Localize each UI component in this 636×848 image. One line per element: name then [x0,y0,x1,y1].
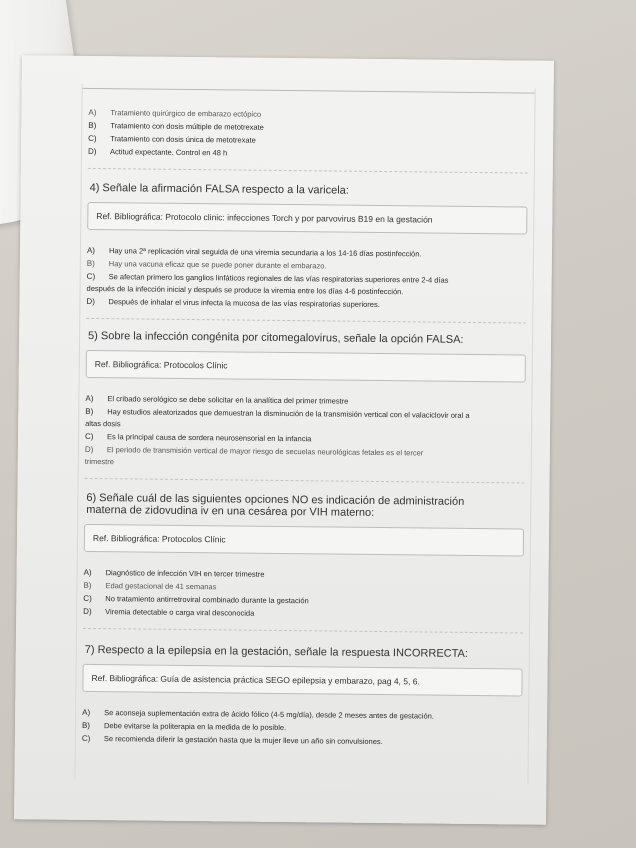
separator [83,628,523,634]
question-7 [82,644,523,750]
q4-reference: Ref. Bibliográfica: Protocolo clinic: infecciones Torch y por parvovirus B19 en la gestación [87,202,527,235]
q3-option-c: C) Tratamiento con dosis única de metotrexate [88,133,256,145]
q5-option-c: C) Es la principal causa de sordera neurosensorial en la infancia [84,431,312,444]
question-4 [86,182,528,336]
question-6 [83,492,525,646]
q4-option-d: D) Después de inhalar el virus infecta la mucosa de las vías respiratorias superiores. [86,296,380,309]
q3-option-d: D) Actitud expectante. Control en 48 h [87,146,228,158]
q3-option-a: A) Tratamiento quirúrgico de embarazo ectópico [88,107,262,119]
q6-option-d: D) Viremia detectable o carga viral desconocida [83,606,255,618]
question-5 [84,330,526,496]
q4-title: 4) Señale la afirmación FALSA respecto a la varicela: [89,181,349,197]
q6-title-line-2: materna de zidovudina iv en una cesárea por VIH materno: [86,503,375,519]
q5-title: 5) Sobre la infección congénita por citomegalovirus, señale la opción FALSA: [88,329,464,346]
separator [88,168,528,174]
q3-option-b: B) Tratamiento con dosis múltiple de metotrexate [88,120,264,132]
q5-option-d: D) El periodo de transmisión vertical de mayor riesgo de secuelas neurológicas fetales es el tercer [84,444,424,458]
q5-option-b: B) Hay estudios aleatorizados que demuestran la disminución de la transmisión vertical con el valaciclovir oral a [85,406,470,420]
q4-option-a: A) Hay una 2ª replicación viral seguida de una viremia secundaria a los 14-16 días postinfección. [86,245,422,259]
q6-title-line-1: 6) Señale cuál de las siguientes opciones NO es indicación de administración [86,491,465,508]
q4-option-c-cont: después de la infección inicial y después se produce la viremia entre los días 4-6 postinfección. [86,283,404,297]
q6-option-b: B) Edad gestacional de 41 semanas [83,580,217,592]
q6-option-c: C) No tratamiento antirretroviral combinado durante la gestación [83,593,309,606]
q4-option-c: C) Se afectan primero los ganglios linfáticos regionales de las vías respiratorias superiores entre 2-4 días [86,271,449,285]
q7-title: 7) Respecto a la epilepsia en la gestación, señale la respuesta INCORRECTA: [84,643,469,660]
q3-options [88,106,529,186]
q7-option-c: C) Se recomienda diferir la gestación hasta que la mujer lleve un año sin convulsiones. [81,733,383,747]
q7-option-a: A) Se aconseja suplementación extra de ácido fólico (4-5 mg/día), desde 2 meses antes de gestación. [82,707,434,721]
q7-reference: Ref. Bibliográfica: Guía de asistencia práctica SEGO epilepsia y embarazo, pag 4, 5, 6. [82,664,522,697]
separator [86,318,526,324]
exam-sheet [14,55,554,825]
q6-option-a: A) Diagnóstico de infección VIH en tercer trimestre [83,567,265,579]
q5-reference: Ref. Bibliográfica: Protocolos Clínic [86,350,526,383]
q5-option-b-cont: altas dosis [85,418,121,429]
q5-option-d-cont: trimestre [84,456,114,467]
q7-option-b: B) Debe evitarse la politerapia en la medida de lo posible. [81,720,287,733]
q5-option-a: A) El cribado serológico se debe solicitar en la analítica del primer trimestre [85,393,349,406]
q4-option-b: B) Hay una vacuna eficaz que se puede poner durante el embarazo. [86,258,327,271]
separator [85,478,525,484]
sheet-content [74,84,535,785]
q6-reference: Ref. Bibliográfica: Protocolos Clínic [84,524,524,557]
top-rule [83,84,535,94]
